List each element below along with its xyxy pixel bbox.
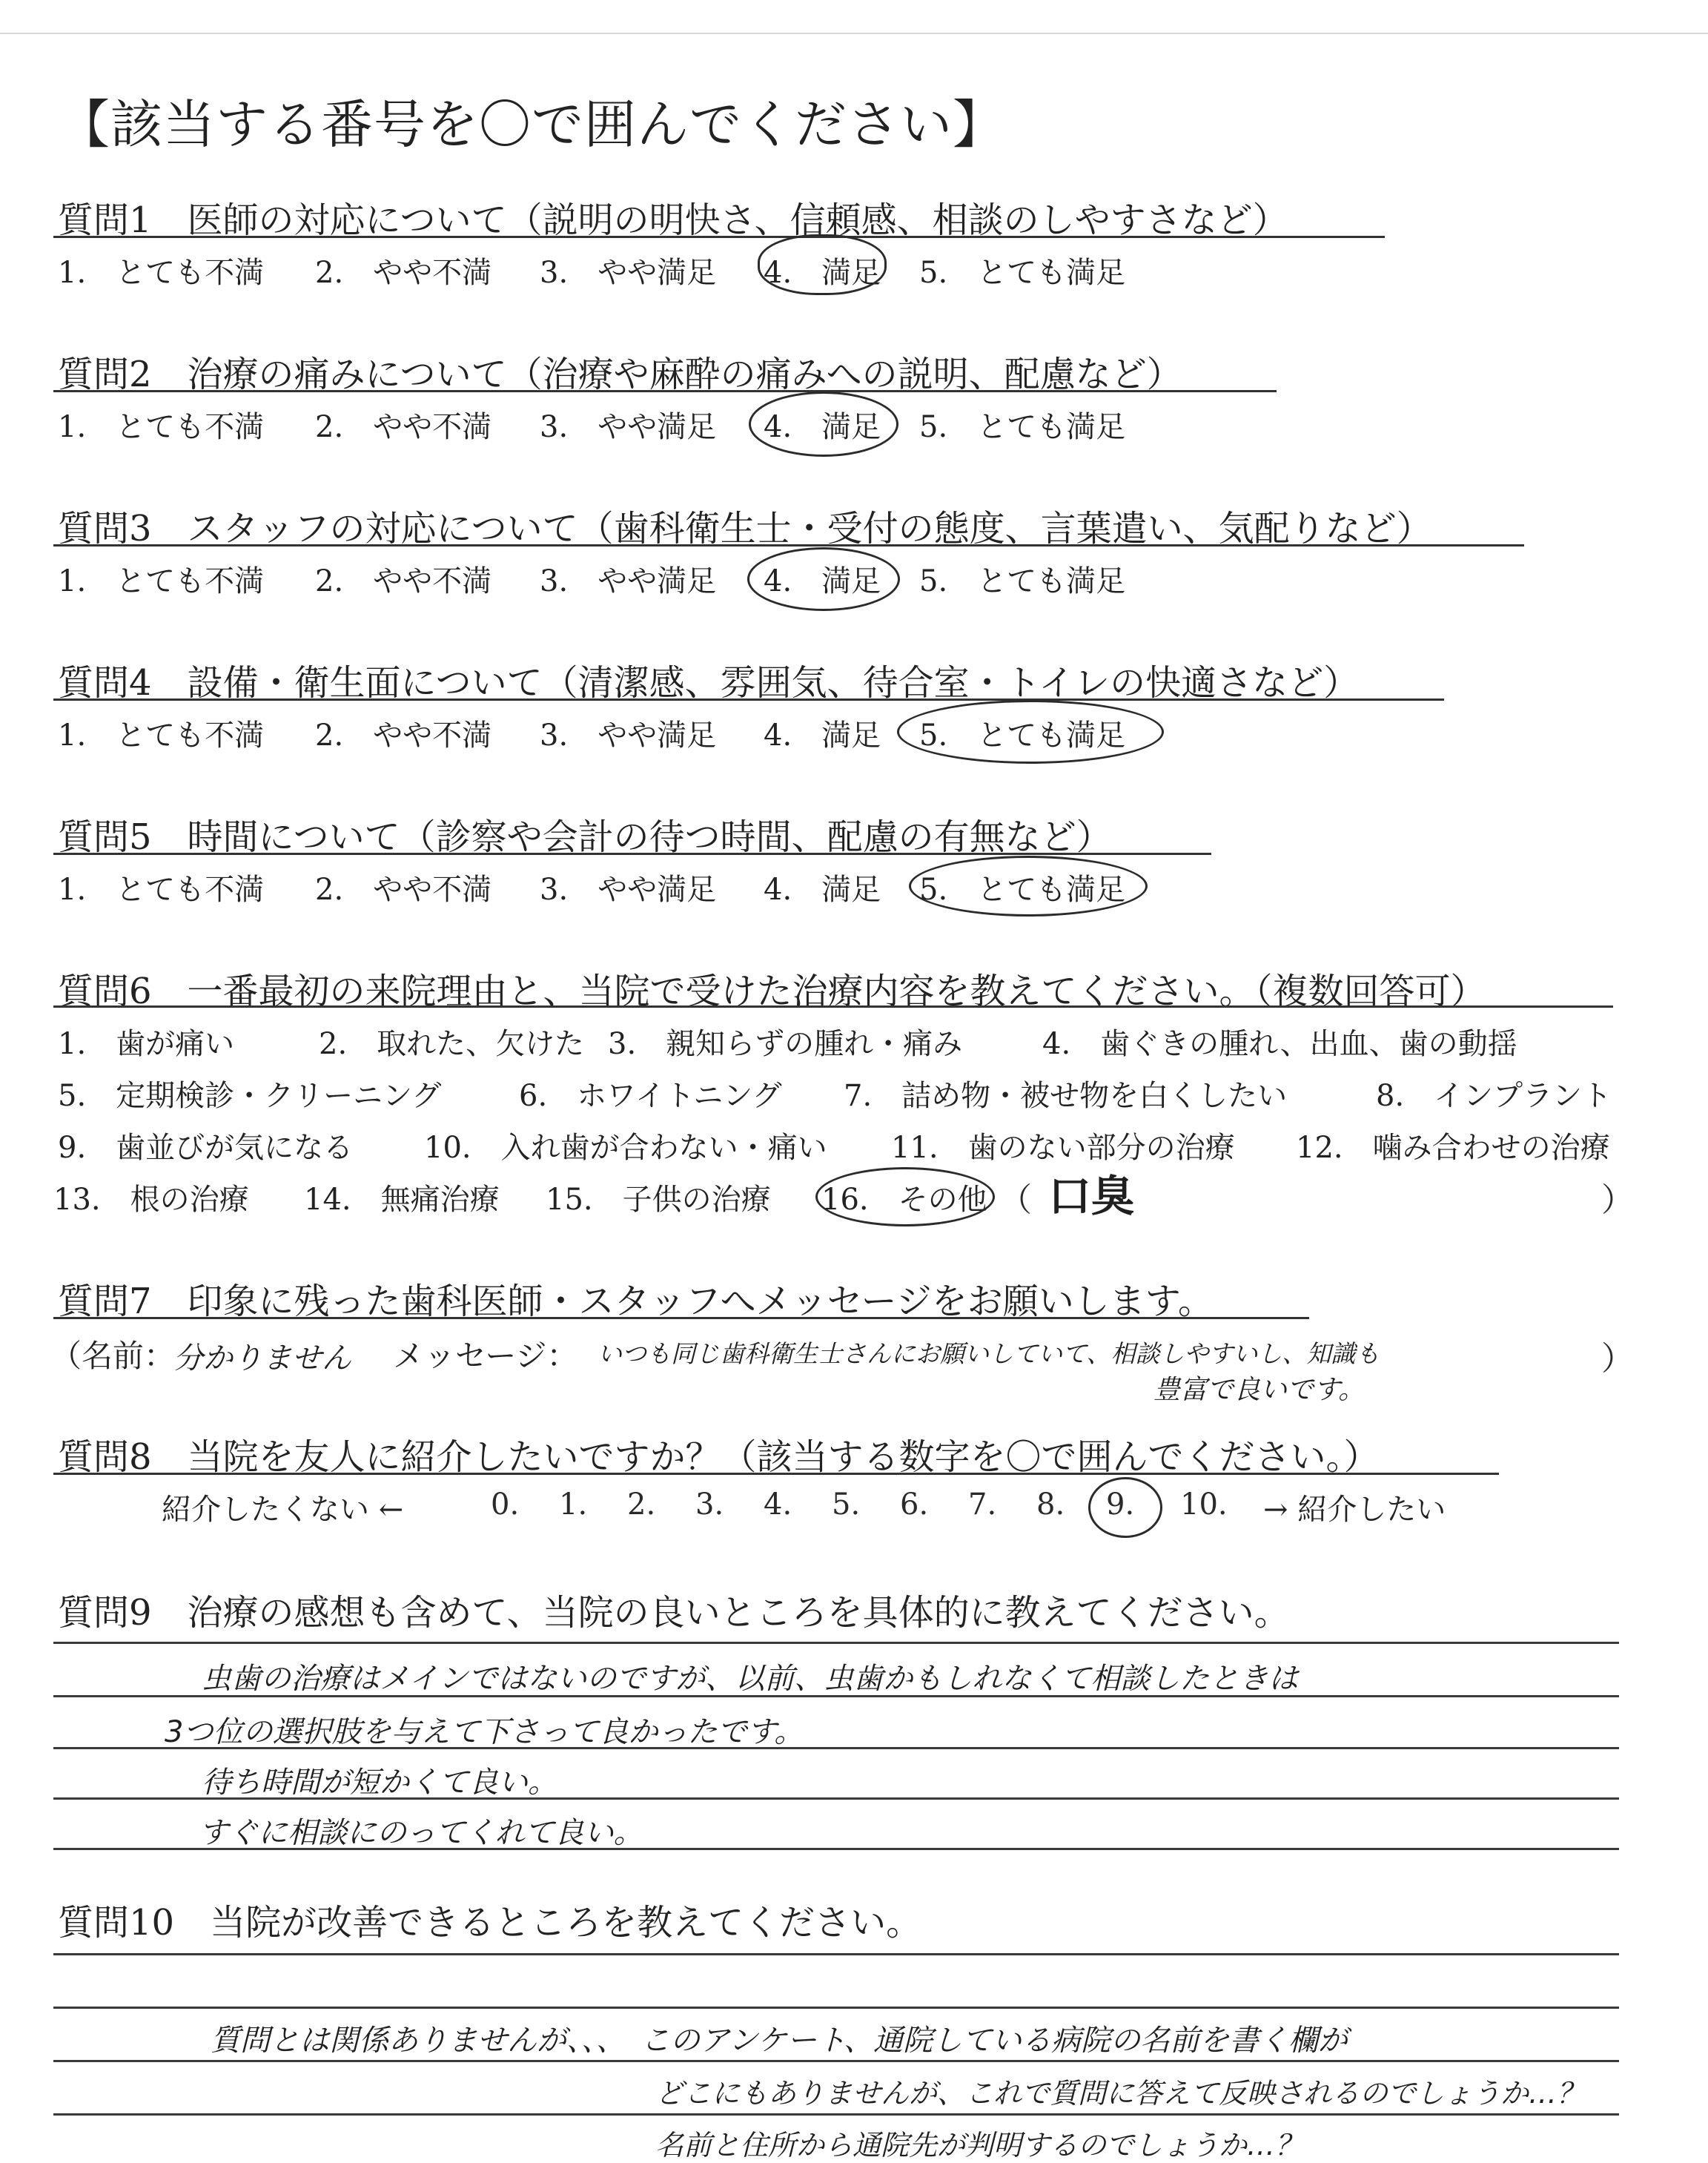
q8-scale-9[interactable]: 9.	[1106, 1487, 1135, 1522]
q7-name-answer[interactable]: 分かりません	[173, 1341, 351, 1376]
q8-scale-5[interactable]: 5.	[832, 1487, 861, 1522]
q6-other-close-paren: ）	[1601, 1181, 1634, 1219]
q6-selection-circle	[815, 1167, 995, 1226]
q6-title: 質問6 一番最初の来院理由と、当院で受けた治療内容を教えてください。（複数回答可）	[58, 971, 1486, 1012]
q6-option-14[interactable]: 14. 無痛治療	[304, 1183, 500, 1217]
q8-scale-1[interactable]: 1.	[559, 1487, 588, 1522]
q9-answer-rule-1	[53, 1642, 1619, 1644]
q4-option-3[interactable]: 3. やや満足	[540, 719, 717, 753]
q2-option-3[interactable]: 3. やや満足	[540, 410, 717, 444]
q3-underline	[53, 544, 1524, 546]
q2-option-2[interactable]: 2. やや不満	[315, 410, 492, 444]
q10-answer-line-2[interactable]: どこにもありませんが、これで質問に答えて反映されるのでしょうか…？	[655, 2077, 1586, 2110]
q9-answer-line-4[interactable]: すぐに相談にのってくれて良い。	[199, 1816, 643, 1850]
q6-option-1[interactable]: 1. 歯が痛い	[58, 1027, 235, 1061]
q6-option-16[interactable]: 16. その他	[821, 1183, 987, 1217]
q6-option-10[interactable]: 10. 入れ歯が合わない・痛い	[424, 1131, 827, 1165]
q6-option-13[interactable]: 13. 根の治療	[53, 1183, 249, 1217]
q4-option-4[interactable]: 4. 満足	[764, 719, 881, 753]
q1-underline	[53, 236, 1385, 238]
q9-title: 質問9 治療の感想も含めて、当院の良いところを具体的に教えてください。	[58, 1592, 1290, 1634]
q2-title: 質問2 治療の痛みについて（治療や麻酔の痛みへの説明、配慮など）	[58, 354, 1182, 395]
q1-option-3[interactable]: 3. やや満足	[540, 256, 717, 290]
q6-other-open-paren: （	[999, 1181, 1032, 1219]
q9-answer-line-3[interactable]: 待ち時間が短かくて良い。	[202, 1766, 557, 1800]
q8-right-label: → 紹介したい	[1263, 1493, 1446, 1527]
q4-title: 質問4 設備・衛生面について（清潔感、雰囲気、待合室・トイレの快適さなど）	[58, 662, 1360, 704]
q7-message-answer-line-2[interactable]: 豊富で良いです。	[1153, 1375, 1366, 1405]
q8-scale-10[interactable]: 10.	[1180, 1487, 1228, 1522]
q6-option-6[interactable]: 6. ホワイトニング	[519, 1079, 782, 1113]
q4-option-2[interactable]: 2. やや不満	[315, 719, 492, 753]
q8-scale-4[interactable]: 4.	[764, 1487, 792, 1522]
q4-selection-circle	[897, 700, 1164, 764]
q1-option-5[interactable]: 5. とても満足	[919, 256, 1126, 290]
q2-option-1[interactable]: 1. とても不満	[58, 410, 265, 444]
q3-option-5[interactable]: 5. とても満足	[919, 564, 1126, 598]
q8-title: 質問8 当院を友人に紹介したいですか？（該当する数字を〇で囲んでください。）	[58, 1436, 1380, 1478]
q5-title: 質問5 時間について（診察や会計の待つ時間、配慮の有無など）	[58, 816, 1112, 858]
q4-underline	[53, 699, 1444, 701]
q8-scale-2[interactable]: 2.	[627, 1487, 656, 1522]
form-header: 【該当する番号を〇で囲んでください】	[58, 94, 1005, 155]
q6-option-5[interactable]: 5. 定期検診・クリーニング	[58, 1079, 442, 1113]
q10-answer-line-3[interactable]: 名前と住所から通院先が判明するのでしょうか…？	[655, 2129, 1304, 2162]
q5-underline	[53, 853, 1211, 855]
q10-answer-rule-1	[53, 1953, 1619, 1955]
q8-scale-8[interactable]: 8.	[1036, 1487, 1065, 1522]
q8-scale-7[interactable]: 7.	[968, 1487, 997, 1522]
q6-option-8[interactable]: 8. インプラント	[1376, 1079, 1612, 1113]
q10-title: 質問10 当院が改善できるところを教えてください。	[58, 1902, 922, 1944]
q1-option-1[interactable]: 1. とても不満	[58, 256, 265, 290]
q9-answer-line-1[interactable]: 虫歯の治療はメインではないのですが、以前、虫歯かもしれなくて相談したときは	[202, 1662, 1299, 1696]
q6-other-answer[interactable]: 口臭	[1048, 1171, 1135, 1221]
scan-edge-rule	[0, 33, 1708, 34]
q9-answer-line-2[interactable]: 3つ位の選択肢を与えて下さって良かったです。	[165, 1715, 804, 1749]
q7-underline	[53, 1317, 1309, 1319]
q5-option-2[interactable]: 2. やや不満	[315, 873, 492, 907]
q5-option-5[interactable]: 5. とても満足	[919, 873, 1126, 907]
q6-option-2[interactable]: 2. 取れた、欠けた	[319, 1027, 585, 1061]
q6-option-3[interactable]: 3. 親知らずの腫れ・痛み	[608, 1027, 963, 1061]
q3-option-1[interactable]: 1. とても不満	[58, 564, 265, 598]
q8-scale-3[interactable]: 3.	[695, 1487, 724, 1522]
q3-title: 質問3 スタッフの対応について（歯科衛生士・受付の態度、言葉遣い、気配りなど）	[58, 508, 1432, 549]
q6-underline	[53, 1005, 1613, 1008]
q8-selection-circle	[1088, 1477, 1162, 1538]
q3-option-2[interactable]: 2. やや不満	[315, 564, 492, 598]
q2-underline	[53, 390, 1277, 392]
q6-option-7[interactable]: 7. 詰め物・被せ物を白くしたい	[844, 1079, 1288, 1113]
q7-close-paren: ）	[1601, 1340, 1634, 1378]
q7-name-label: （名前：	[50, 1338, 176, 1374]
q6-option-11[interactable]: 11. 歯のない部分の治療	[891, 1131, 1235, 1165]
q3-option-3[interactable]: 3. やや満足	[540, 564, 717, 598]
q5-option-1[interactable]: 1. とても不満	[58, 873, 265, 907]
q7-title: 質問7 印象に残った歯科医師・スタッフへメッセージをお願いします。	[58, 1281, 1214, 1322]
q4-option-5[interactable]: 5. とても満足	[919, 719, 1126, 753]
q5-selection-circle	[909, 856, 1148, 917]
q1-selection-circle	[758, 234, 887, 295]
q6-option-4[interactable]: 4. 歯ぐきの腫れ、出血、歯の動揺	[1042, 1027, 1517, 1061]
q7-message-label: メッセージ：	[393, 1338, 578, 1374]
q10-answer-rule-2	[53, 2007, 1619, 2009]
q1-option-2[interactable]: 2. やや不満	[315, 256, 492, 290]
q6-option-12[interactable]: 12. 噛み合わせの治療	[1296, 1131, 1610, 1165]
q8-left-label: 紹介したくない ←	[162, 1493, 404, 1527]
q2-selection-circle	[749, 392, 898, 457]
q8-underline	[53, 1473, 1499, 1475]
q2-option-5[interactable]: 5. とても満足	[919, 410, 1126, 444]
q6-option-15[interactable]: 15. 子供の治療	[546, 1183, 771, 1217]
q10-answer-rule-4	[53, 2113, 1619, 2116]
q8-scale-6[interactable]: 6.	[900, 1487, 929, 1522]
q1-title: 質問1 医師の対応について（説明の明快さ、信頼感、相談のしやすさなど）	[58, 199, 1288, 241]
q10-answer-line-1[interactable]: 質問とは関係ありませんが、、、 このアンケート、通院している病院の名前を書く欄が	[211, 2024, 1348, 2058]
q6-option-9[interactable]: 9. 歯並びが気になる	[58, 1131, 354, 1165]
q1-option-4[interactable]: 4. 満足	[764, 256, 881, 290]
q5-option-3[interactable]: 3. やや満足	[540, 873, 717, 907]
q7-message-answer-line-1[interactable]: いつも同じ歯科衛生士さんにお願いしていて、相談しやすいし、知識も	[598, 1339, 1380, 1368]
q8-scale-0[interactable]: 0.	[491, 1487, 520, 1522]
q3-option-4[interactable]: 4. 満足	[764, 564, 881, 598]
q2-option-4[interactable]: 4. 満足	[764, 410, 881, 444]
q10-answer-rule-3	[53, 2060, 1619, 2062]
q3-selection-circle	[747, 547, 900, 611]
q4-option-1[interactable]: 1. とても不満	[58, 719, 265, 753]
q5-option-4[interactable]: 4. 満足	[764, 873, 881, 907]
